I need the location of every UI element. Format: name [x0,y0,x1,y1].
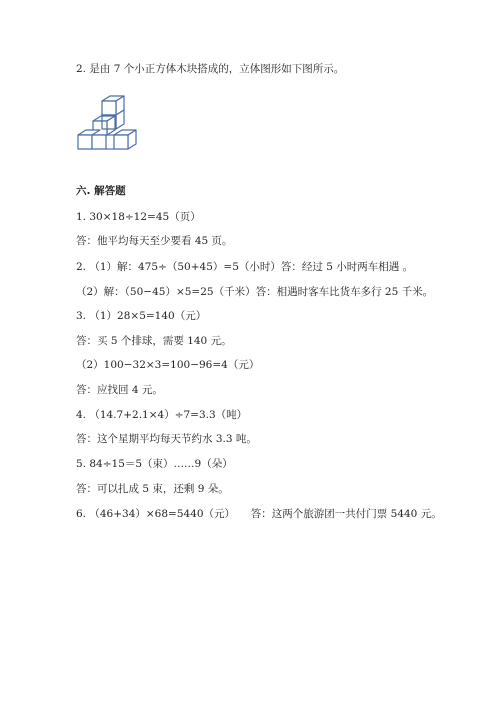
answer-line: 答：这个星期平均每天节约水 3.3 吨。 [76,433,257,445]
answer-line: 6. （46+34）×68=5440（元） 答：这两个旅游团一共付门票 5440 元。 [76,508,442,520]
answer-line: 4. （14.7+2.1×4）÷7=3.3（吨） [76,409,248,421]
question-2-text: 2. 是由 7 个小正方体木块搭成的，立体图形如下图所示。 [76,63,345,75]
answer-line: 2. （1）解：475÷（50+45）=5（小时）答：经过 5 小时两车相遇 。 [76,261,414,273]
answer-line: （2）100−32×3=100−96=4（元） [76,359,260,371]
cube-stack-figure [76,95,140,157]
answer-line: （2）解：（50−45）×5=25（千米）答：相遇时客车比货车多行 25 千米。 [76,286,434,298]
answer-line: 3. （1）28×5=140（元） [76,310,207,322]
answer-line: 答：买 5 个排球，需要 140 元。 [76,335,232,347]
answer-line: 答：应找回 4 元。 [76,384,163,396]
answer-line: 1. 30×18÷12=45（页） [76,211,201,223]
answer-line: 答：他平均每天至少要看 45 页。 [76,235,233,247]
answer-line: 答：可以扎成 5 束，还剩 9 朵。 [76,483,229,495]
section-title: 六. 解答题 [76,185,126,197]
answer-line: 5. 84÷15＝5（束）……9（朵） [76,458,233,470]
